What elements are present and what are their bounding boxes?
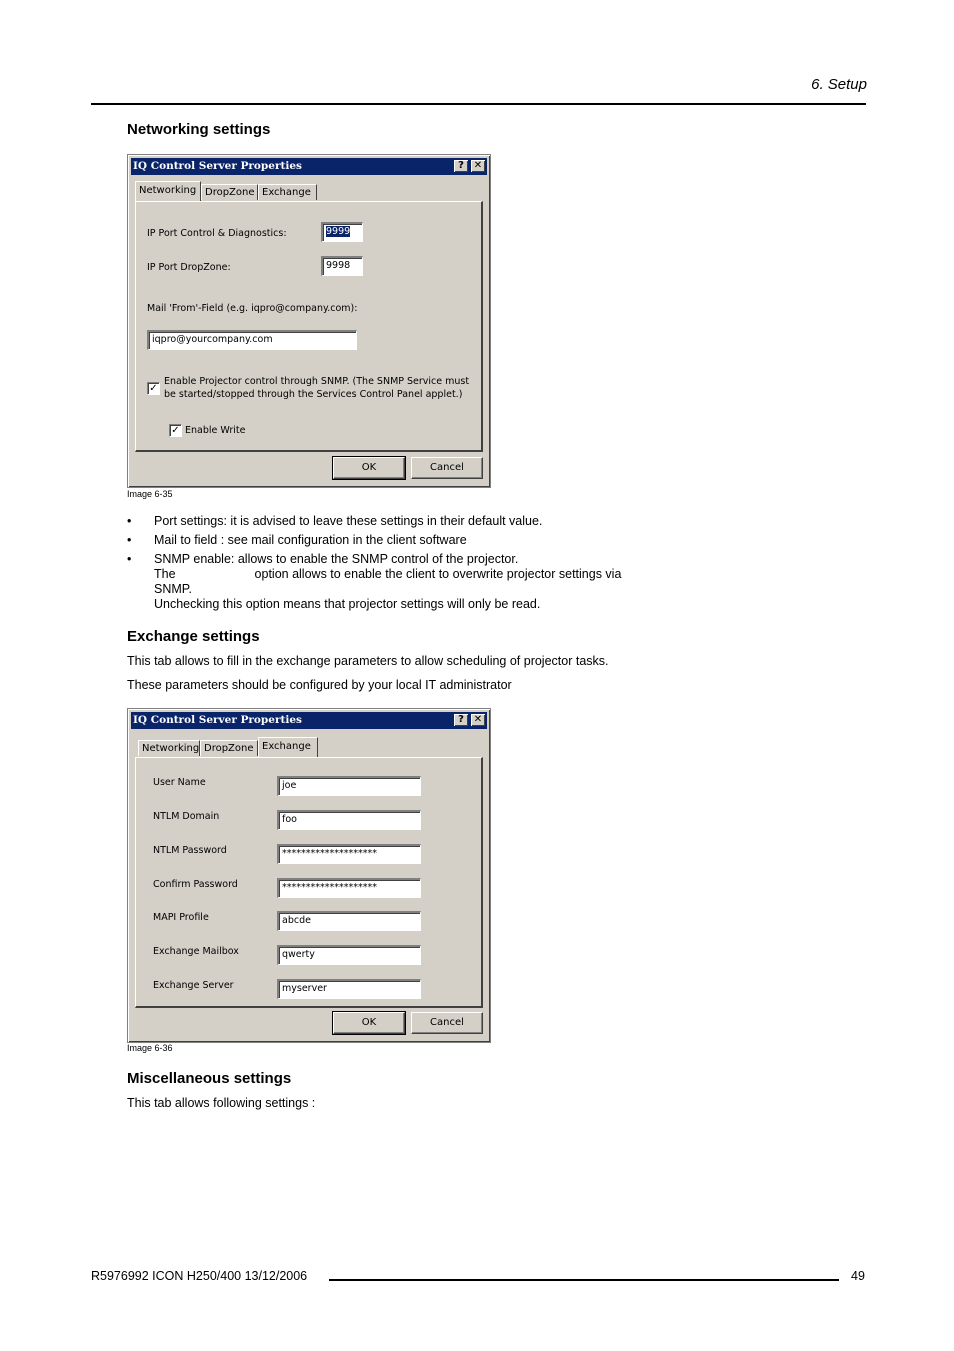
page-number: 49: [851, 1269, 865, 1283]
footer-rule: [329, 1279, 839, 1281]
help-icon[interactable]: ?: [454, 160, 468, 172]
exchange-panel: [135, 757, 483, 1008]
bullet-mail-to: • Mail to field : see mail configuration in the client software: [127, 533, 687, 548]
ok-button[interactable]: OK: [333, 457, 405, 479]
mail-from-label: Mail 'From'-Field (e.g. iqpro@company.com):: [147, 303, 358, 314]
close-icon[interactable]: ✕: [471, 160, 485, 172]
chapter-heading: 6. Setup: [811, 76, 867, 93]
close-icon[interactable]: ✕: [471, 714, 485, 726]
user-name-label: User Name: [153, 777, 206, 788]
enable-write-label: Enable Write: [185, 425, 246, 436]
mapi-profile-label: MAPI Profile: [153, 912, 209, 923]
bullet-snmp-enable: • SNMP enable: allows to enable the SNMP control of the projector. The option allows to enable the client to overwrite projector settings via SNMP. Unchecking this option means that projector settings will only be read.: [127, 552, 687, 612]
bullet-text: SNMP enable: allows to enable the SNMP control of the projector.: [154, 552, 519, 566]
misc-heading: Miscellaneous settings: [127, 1070, 292, 1087]
cancel-button[interactable]: Cancel: [411, 457, 483, 479]
mail-from-input[interactable]: iqpro@yourcompany.com: [147, 330, 357, 350]
exchange-dialog: [127, 708, 491, 1043]
snmp-label-line2: be started/stopped through the Services Control Panel applet.): [164, 389, 463, 400]
tab-exchange[interactable]: Exchange: [258, 737, 318, 757]
snmp-checkbox[interactable]: ✓: [147, 382, 160, 395]
enable-write-checkbox[interactable]: ✓: [169, 424, 182, 437]
image-caption: Image 6-35: [127, 489, 173, 499]
image-caption: Image 6-36: [127, 1043, 173, 1053]
ntlm-password-label: NTLM Password: [153, 845, 227, 856]
ip-dropzone-input[interactable]: 9998: [321, 256, 363, 276]
exchange-paragraph-1: This tab allows to fill in the exchange parameters to allow scheduling of projector tasks.: [127, 654, 609, 668]
bullet-text-line2: [154, 567, 687, 582]
confirm-password-input[interactable]: ********************: [277, 878, 421, 898]
tab-networking[interactable]: Networking: [138, 740, 200, 756]
bullet-text-line3: SNMP.: [154, 582, 192, 596]
tab-networking[interactable]: Networking: [135, 181, 201, 201]
tab-exchange[interactable]: Exchange: [258, 184, 317, 200]
exchange-mailbox-input[interactable]: qwerty: [277, 945, 421, 965]
ntlm-domain-label: NTLM Domain: [153, 811, 220, 822]
networking-panel: [135, 201, 483, 452]
snmp-label-line1: Enable Projector control through SNMP. (The SNMP Service must: [164, 376, 470, 387]
misc-paragraph: This tab allows following settings :: [127, 1096, 316, 1110]
bullet-text-rest: option allows to enable the client to overwrite projector settings via: [254, 567, 622, 581]
bullet-text-line4: Unchecking this option means that projector settings will only be read.: [154, 597, 541, 611]
user-name-input[interactable]: joe: [277, 776, 421, 796]
ntlm-password-input[interactable]: ********************: [277, 844, 421, 864]
tab-dropzone[interactable]: DropZone: [201, 184, 258, 200]
exchange-mailbox-label: Exchange Mailbox: [153, 946, 239, 957]
exchange-paragraph-2: These parameters should be configured by your local IT administrator: [127, 678, 512, 692]
tab-strip: [135, 181, 395, 201]
exchange-server-label: Exchange Server: [153, 980, 234, 991]
exchange-server-input[interactable]: myserver: [277, 979, 421, 999]
ip-control-value: 9999: [326, 226, 351, 237]
ip-control-label: IP Port Control & Diagnostics:: [147, 228, 287, 239]
exchange-heading: Exchange settings: [127, 628, 260, 645]
mapi-profile-input[interactable]: abcde: [277, 911, 421, 931]
dialog-title: IQ Control Server Properties: [133, 714, 302, 726]
cancel-button[interactable]: Cancel: [411, 1012, 483, 1034]
footer-doc-info: R5976992 ICON H250/400 13/12/2006: [91, 1269, 308, 1283]
ip-control-input[interactable]: [321, 222, 363, 242]
bullet-the: The: [154, 567, 176, 581]
networking-heading: Networking settings: [127, 121, 271, 138]
bullet-list: [127, 514, 687, 616]
bullet-port-settings: • Port settings: it is advised to leave these settings in their default value.: [127, 514, 687, 529]
tab-strip: [135, 737, 395, 757]
dialog-titlebar: [131, 158, 487, 175]
bullet-text: Port settings: it is advised to leave these settings in their default value.: [154, 514, 543, 528]
dialog-titlebar: [131, 712, 487, 729]
header-rule: [91, 103, 866, 105]
help-icon[interactable]: ?: [454, 714, 468, 726]
ok-button[interactable]: OK: [333, 1012, 405, 1034]
networking-dialog: [127, 154, 491, 488]
bullet-text: Mail to field : see mail configuration in the client software: [154, 533, 467, 547]
confirm-password-label: Confirm Password: [153, 879, 238, 890]
tab-dropzone[interactable]: DropZone: [200, 740, 258, 756]
dialog-title: IQ Control Server Properties: [133, 160, 302, 172]
ip-dropzone-label: IP Port DropZone:: [147, 262, 231, 273]
ntlm-domain-input[interactable]: foo: [277, 810, 421, 830]
